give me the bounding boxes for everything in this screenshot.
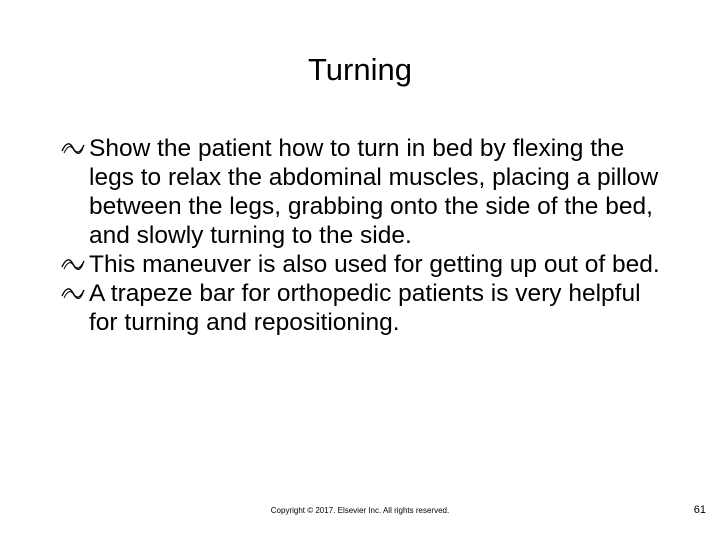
bullet-text: A trapeze bar for orthopedic patients is very helpful for turning and repositioning. xyxy=(89,280,641,336)
page-number: 61 xyxy=(693,504,706,516)
slide-title: Turning xyxy=(308,52,412,87)
wave-bullet-icon xyxy=(61,257,85,271)
bullet-text: This maneuver is also used for getting up out of bed. xyxy=(89,251,660,278)
bullet-item xyxy=(58,250,668,279)
copyright-footer: Copyright © 2017. Elsevier Inc. All rights reserved. xyxy=(270,506,450,515)
bullet-text: Show the patient how to turn in bed by flexing the legs to relax the abdominal muscles, placing a pillow between the legs, grabbing onto the side of the bed, and slowly turning to the side. xyxy=(89,135,659,249)
bullet-list xyxy=(58,134,668,337)
wave-bullet-icon xyxy=(61,141,85,155)
wave-bullet-icon xyxy=(61,286,85,300)
bullet-item xyxy=(58,279,668,337)
bullet-item xyxy=(58,134,668,250)
